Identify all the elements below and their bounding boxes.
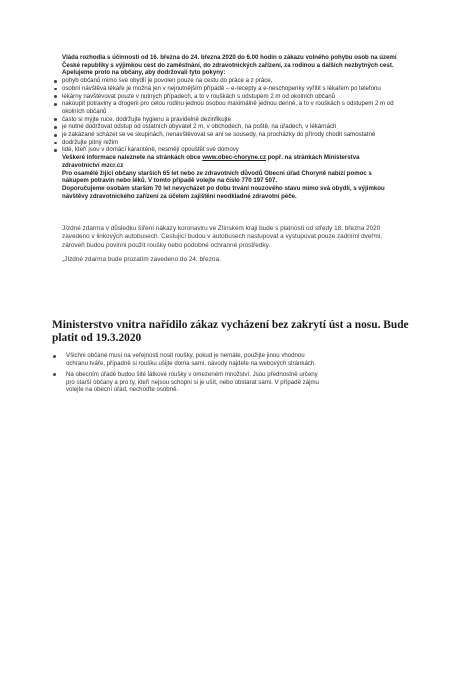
rule-item: je nutné dodržovat odstup od ostatních obyvatel 2 m, v obchodech, na poště, na úřadech, v lékárnách (54, 123, 398, 131)
notice-appeal: Apelujeme proto na občany, aby dodržovali tyto pokyny: (62, 69, 226, 77)
rule-item: dodržujte pitný režim (54, 139, 398, 147)
rule-item: často si mýjte ruce, dodržujte hygienu a pravidelně dezinfikujte (54, 116, 398, 124)
rules-list (62, 77, 398, 154)
free-transport-section (62, 225, 397, 271)
rule-item: nakoupit potraviny a drogerii pro celou rodinu jednou osobou maximálně jednou denně, a to v rouškách s odstupem 2 m od okolních občanů (54, 100, 398, 115)
rule-item: je zakázané scházet se ve skupinách, nenavštěvovat se ani se sousedy, na procházky do přírody chodit samostatně (54, 131, 398, 139)
masks-item: Na obecním úřadě budou šité látkové roušky v omezeném množství. Jsou přednostně určeny pro starší občany a pro ty, kteří nejsou schopni si je ušít, nebo obstarat sami. V případě zájmu volejte na obecní úřad, nechoďte osobně. (52, 371, 328, 394)
transport-quote: „Jízdné zdarma bude prozatím zavedeno do 24. března. (62, 256, 221, 264)
info-paragraph (62, 154, 398, 169)
masks-section (52, 319, 432, 397)
info-suffix: popř. na stránkách Ministerstva zdravotnictví mzcr.cz (62, 154, 360, 169)
seniors-help: Pro osamělé žijící občany starších 65 let nebo ze zdravotních důvodů Obecní úřad Choryně nabízí pomoc s nákupem potravin nebo léků. V tomto případě volejte na číslo 770 197 507. (62, 169, 372, 185)
rule-item: pohyb občanů mimo své obydlí je povolen pouze na cestu do práce a z práce, (54, 77, 398, 85)
masks-list (52, 352, 432, 394)
notice-intro: Vláda rozhodla s účinností od 16. března do 24. března 2020 do 6.00 hodin o zákazu volného pohybu osob na území České republiky s výjimkou cest do zaměstnání, do zdravotnických zařízení, za rodinou a dalších nezbytných cest. (62, 54, 397, 69)
seniors-recommendation: Doporučujeme osobám starším 70 let nevycházet po dobu trvání nouzového stavu mimo svá obydlí, s výjimkou návštěvy zdravotnického zařízení za účelem zajištění neodkladné zdravotní péče. (62, 184, 385, 200)
rule-item: osobní návštěva lékaře je možná jen v nejnutnějším případě – e-recepty a e-neschopenky vyřítit s lékařem po telefonu (54, 85, 398, 93)
rule-item: lékárny navštěvovat pouze v nutných případech, a to v rouškách s odstupem 2 m od okolních občanů (54, 93, 398, 101)
masks-heading: Ministerstvo vnitra nařídilo zákaz vycházení bez zakrytí úst a nosu. Bude platit od 19.3.2020 (52, 319, 409, 344)
masks-item: Všichni občané musí na veřejnosti nosit roušky, pokud je nemáte, použijte jinou vhodnou ochranu tváře, případně si roušku ušijte doma sami, návody najdete na webových stránkách. (52, 352, 328, 368)
village-website-link[interactable]: www.obec-choryne.cz (202, 154, 267, 162)
transport-paragraph: Jízdné zdarma v důsledku šíření nákazy koronaviru ve Zlínském kraji bude s platností od středy 18. března 2020 zavedeno v linkových autobusech. Cestující budou v autobusech nastupovat a vystupovat pouze zadními dveřmi, zároveň budou povinni použít roušky nebo podobné ochranné prostředky. (62, 225, 383, 249)
rule-item: lidé, kteří jsou v domácí karanténě, nesmějí opouštět své domovy (54, 146, 398, 154)
government-notice (62, 54, 398, 200)
info-prefix: Veškeré informace naleznete na stránkách obce (62, 154, 203, 162)
